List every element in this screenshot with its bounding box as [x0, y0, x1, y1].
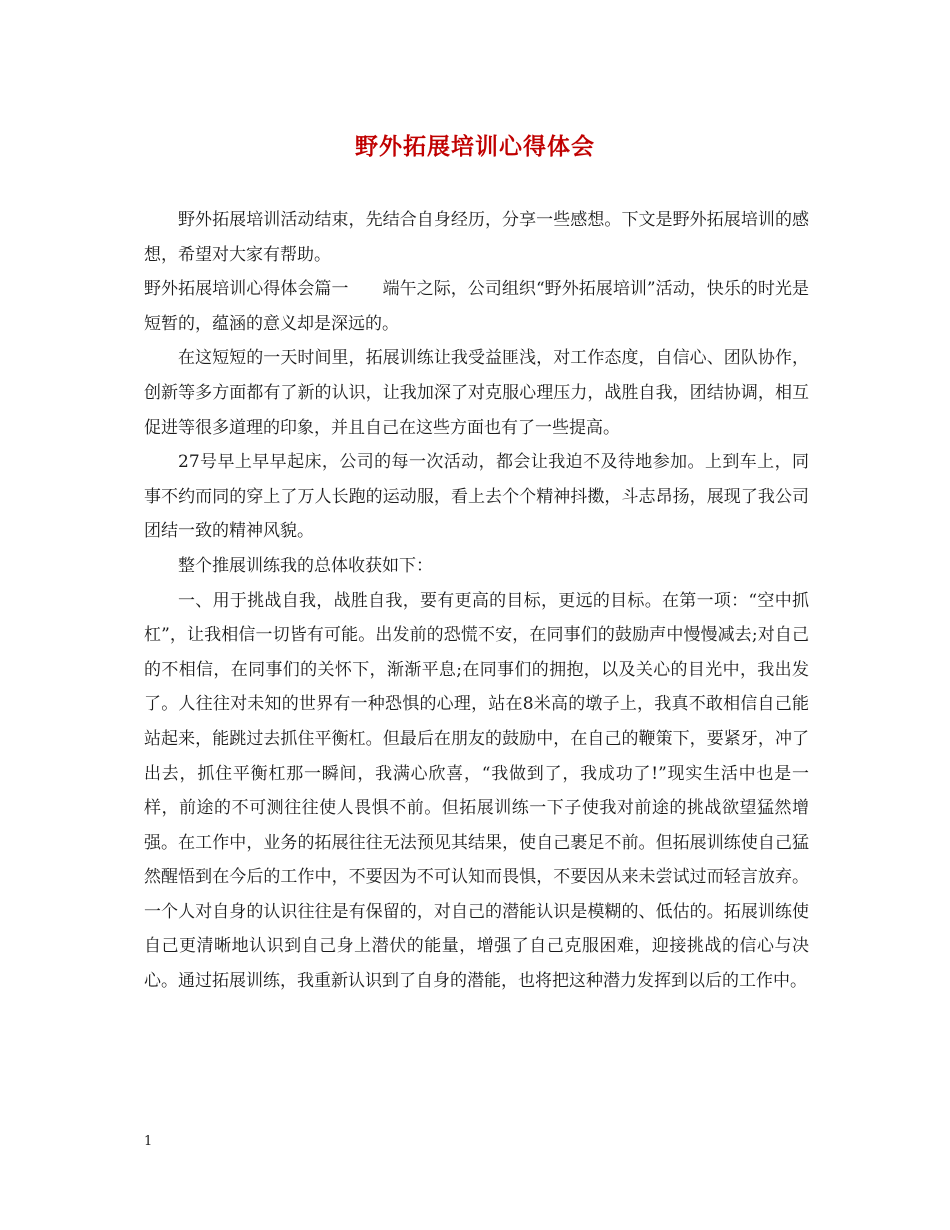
- page-number: 1: [144, 1134, 153, 1149]
- paragraph-summary-heading: 整个推展训练我的总体收获如下：: [178, 555, 433, 576]
- paragraph-morning: 27号早上早早起床，公司的每一次活动，都会让我迫不及待地参加。上到车上，同事不约而同的穿上了万人长跑的运动服，看上去个个精神抖擞，斗志昂扬，展现了我公司团结一致的精神风貌。: [144, 452, 809, 542]
- paragraph-gains: 在这短短的一天时间里，拓展训练让我受益匪浅，对工作态度，自信心、团队协作，创新等多方面都有了新的认识，让我加深了对克服心理压力，战胜自我，团结协调，相互促进等很多道理的印象，并且自己在这些方面也有了一些提高。: [144, 348, 809, 438]
- paragraph-point-one: 一、用于挑战自我，战胜自我，要有更高的目标，更远的目标。在第一项：“空中抓杠”，让我相信一切皆有可能。出发前的恐慌不安，在同事们的鼓励声中慢慢减去;对自己的不相信，在同事们的关怀下，渐渐平息;在同事们的拥抱，以及关心的目光中，我出发了。人往往对未知的世界有一种恐惧的心理，站在8米高的墩子上，我真不敢相信自己能站起来，能跳过去抓住平衡杠。但最后在朋友的鼓励中，在自己的鞭策下，要紧牙，冲了出去，抓住平衡杠那一瞬间，我满心欣喜，“我做到了，我成功了!”现实生活中也是一样，前途的不可测往往使人畏惧不前。但拓展训练一下子使我对前途的挑战欲望猛然增强。在工作中，业务的拓展往往无法预见其结果，使自己裹足不前。但拓展训练使自己猛然醒悟到在今后的工作中，不要因为不可认知而畏惧，不要因从来未尝试过而轻言放弃。一个人对自身的认识往往是有保留的，对自己的潜能认识是模糊的、低估的。拓展训练使自己更清晰地认识到自己身上潜伏的能量，增强了自己克服困难，迎接挑战的信心与决心。通过拓展训练，我重新认识到了自身的潜能，也将把这种潜力发挥到以后的工作中。: [144, 590, 809, 992]
- paragraph-article-one-opening: 野外拓展培训心得体会篇一 端午之际，公司组织“野外拓展培训”活动，快乐的时光是短暂的，蕴涵的意义却是深远的。: [144, 279, 809, 334]
- paragraph-intro: 野外拓展培训活动结束，先结合自身经历，分享一些感想。下文是野外拓展培训的感想，希望对大家有帮助。: [144, 210, 809, 265]
- document-title: 野外拓展培训心得体会: [355, 133, 595, 160]
- document-body: [144, 203, 809, 999]
